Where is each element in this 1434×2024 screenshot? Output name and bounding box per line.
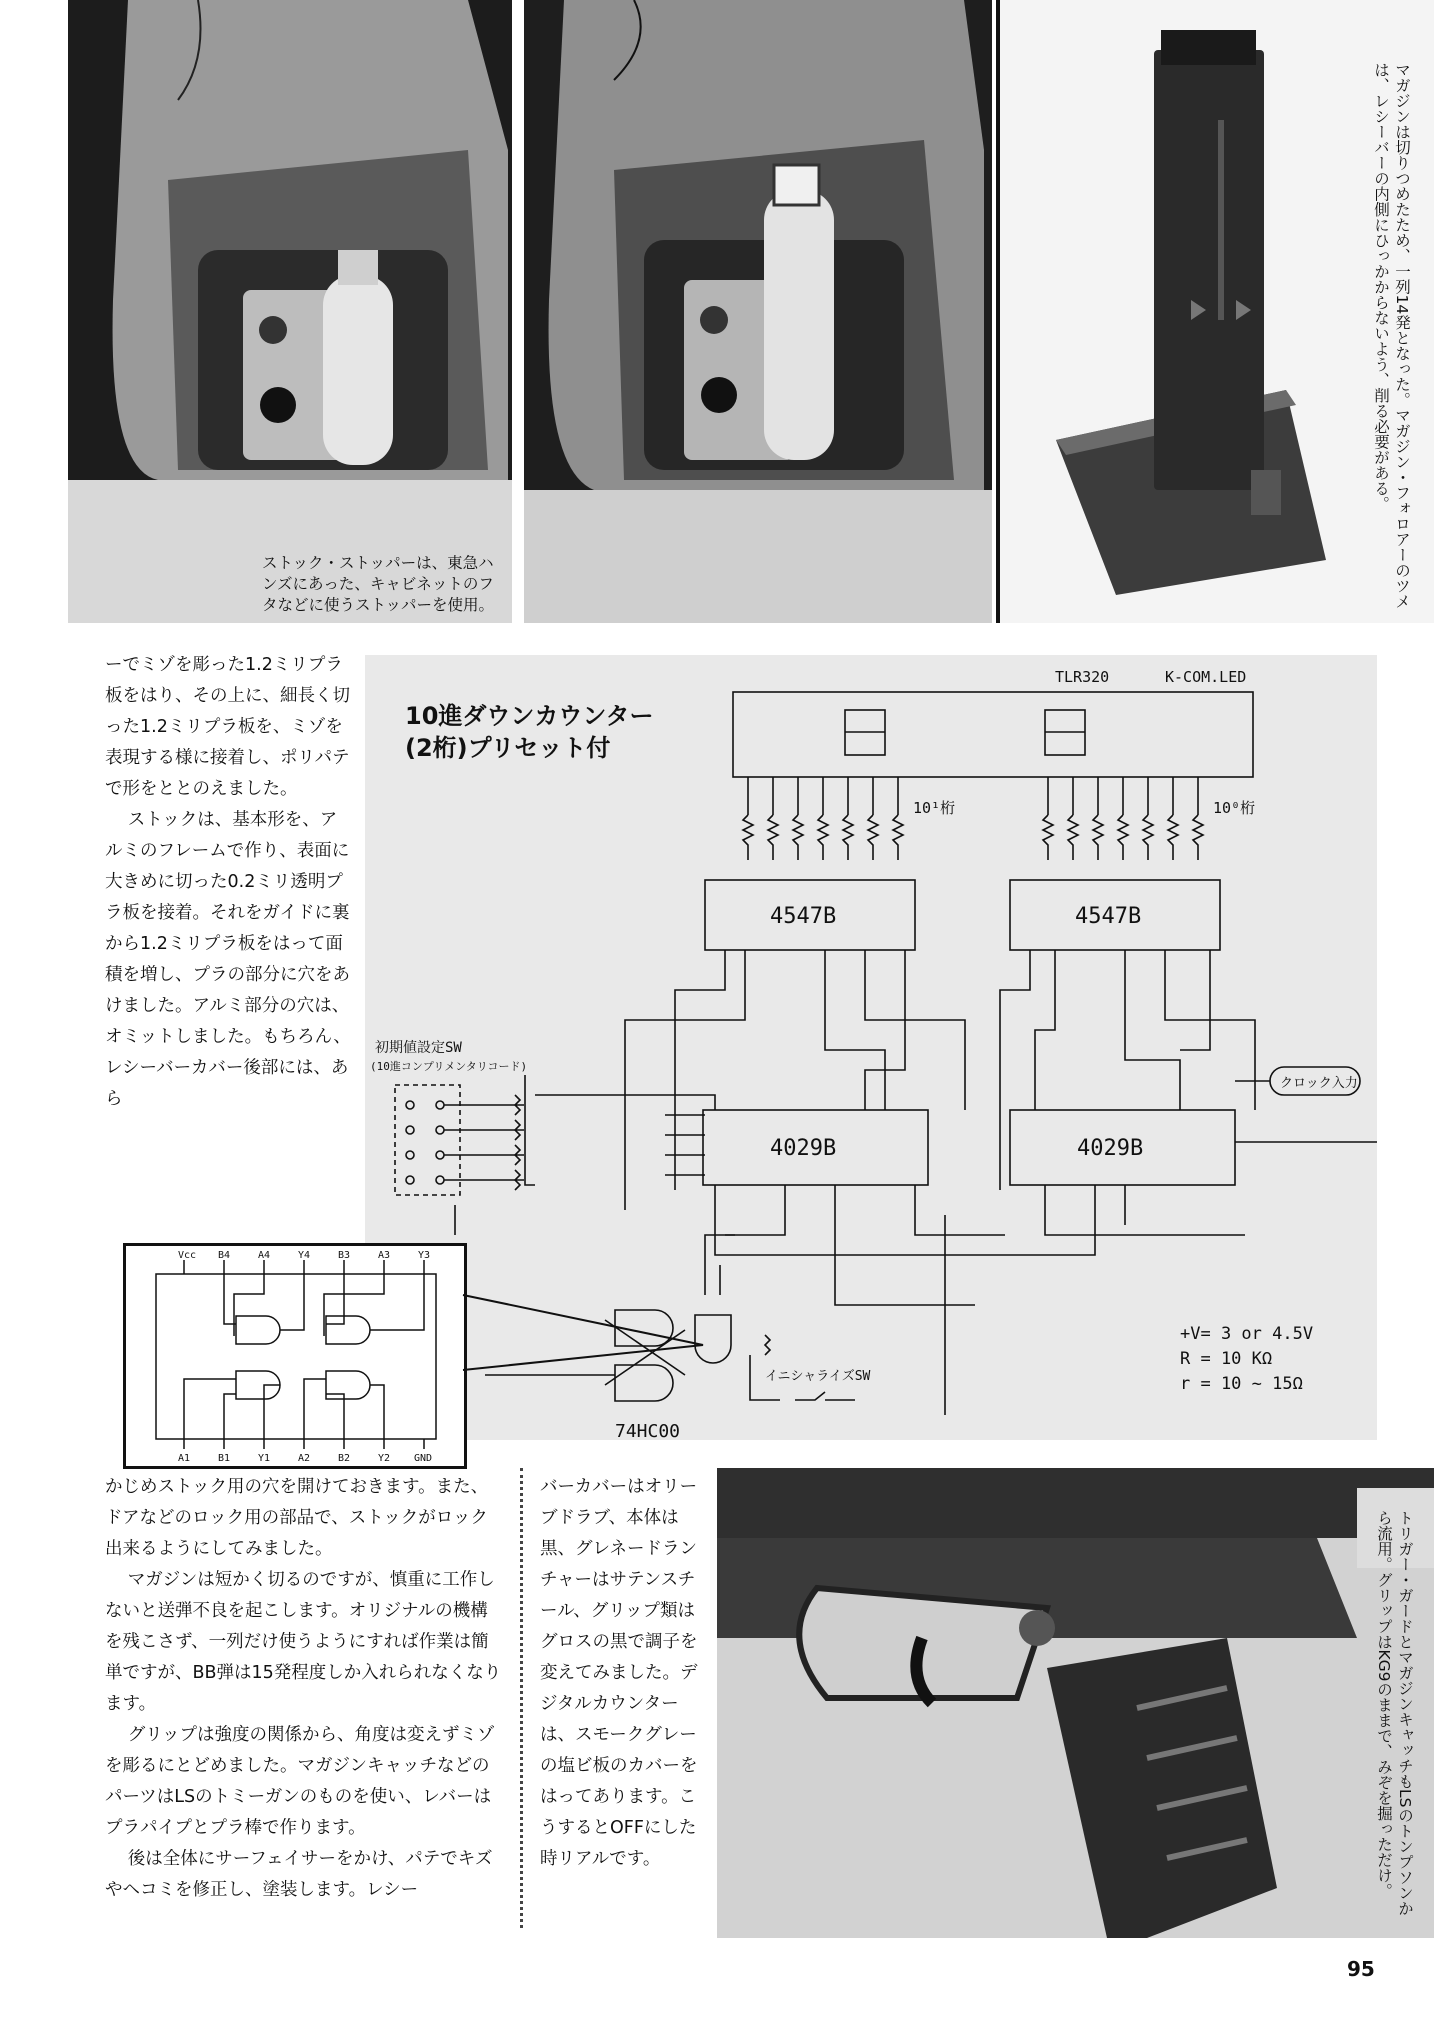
pin-label-b3: B3 [338, 1250, 351, 1261]
pin-label-a1: A1 [178, 1453, 191, 1464]
article-column-2 [105, 1472, 505, 1906]
paragraph-4: マガジンは短かく切るのですが、慎重に工作しないと送弾不良を起こします。オリジナルの機構を残こさず、一列だけ使うようにすれば作業は簡単ですが、BB弾は15発程度しか入れられなくなります。 [105, 1570, 502, 1714]
decoder-chip-tens-label: 4547B [1075, 904, 1142, 929]
photo-magazine [996, 0, 1434, 623]
photo-trigger-guard [717, 1468, 1434, 1938]
counter-chip-ones-label: 4029B [770, 1136, 837, 1161]
paragraph-2: ストックは、基本形を、アルミのフレームで作り、表面に大きめに切った0.2ミリ透明プラ板を接着。それをガイドに裏から1.2ミリプラ板をはって面積を増し、プラの部分に穴をあけました。アルミ部分の穴は、オミットしました。もちろん、レシーバーカバー後部には、あら [105, 810, 351, 1109]
pin-label-y3: Y3 [418, 1250, 431, 1261]
display-model-label: TLR320 [1055, 668, 1110, 686]
preset-switch-sublabel: (10進コンプリメンタリコード) [370, 1060, 528, 1073]
preset-switch-block [395, 1085, 460, 1195]
pin-label-a4: A4 [258, 1250, 271, 1261]
legend-resistor-r: r = 10 ~ 15Ω [1180, 1374, 1303, 1394]
pin-label-y2: Y2 [378, 1453, 391, 1464]
pin-label-b4: B4 [218, 1250, 231, 1261]
stock-stopper-image [68, 0, 512, 623]
pin-label-b1: B1 [218, 1453, 231, 1464]
stock-stopper-open-image [524, 0, 992, 623]
pin-label-vcc: Vcc [178, 1250, 197, 1261]
caption-magazine: マガジンは切りつめたため、一列14発となった。マガジン・フォロアーのツメは、レシーバーの内側にひっかからないよう、削る必要がある。 [1372, 62, 1411, 609]
counter-chip-tens-label: 4029B [1077, 1136, 1144, 1161]
page-number: 95 [1347, 1957, 1375, 1981]
paragraph-5: グリップは強度の関係から、角度は変えずミゾを彫るにとどめました。マガジンキャッチなどのパーツはLSのトミーガンのものを使い、レバーはプラパイプとプラ棒で作ります。 [105, 1725, 495, 1838]
init-switch-label: イニシャライズSW [765, 1369, 871, 1384]
pin-label-gnd: GND [414, 1453, 433, 1464]
paragraph-6: 後は全体にサーフェイサーをかけ、パテでキズやヘコミを修正し、塗装します。レシー [105, 1849, 493, 1900]
photo-stock-stopper-open [524, 0, 992, 623]
decoder-chip-ones-label: 4547B [770, 904, 837, 929]
paragraph-1: ーでミゾを彫った1.2ミリプラ板をはり、その上に、細長く切った1.2ミリプラ板を、ミゾを表現する様に接着し、ポリパテで形をととのえました。 [105, 655, 350, 799]
caption-trigger-guard: トリガー・ガードとマガジンキャッチもLSのトンプソンから流用。グリップはKG9のままで、みぞを掘っただけ。 [1375, 1510, 1414, 1916]
legend-resistor-R: R = 10 KΩ [1180, 1349, 1273, 1369]
article-column-3 [540, 1472, 702, 1875]
digit-label-ones: 10¹桁 [913, 799, 956, 817]
pin-label-a3: A3 [378, 1250, 391, 1261]
nand-chip-label: 74HC00 [615, 1421, 681, 1440]
digit-label-tens: 10⁰桁 [1213, 799, 1256, 817]
legend-voltage: +V= 3 or 4.5V [1180, 1324, 1314, 1344]
clock-input-label: クロック入力 [1280, 1076, 1358, 1091]
nand-pinout-schematic [126, 1246, 464, 1466]
diagram-legend [1180, 1322, 1313, 1397]
inset-callout-pointer [458, 1290, 718, 1400]
nand-pinout-inset [123, 1243, 467, 1469]
diagram-title-line-2: (2桁)プリセット付 [405, 734, 611, 762]
diagram-title [405, 700, 653, 764]
pin-label-b2: B2 [338, 1453, 351, 1464]
article-column-1 [105, 650, 352, 1115]
photo-stock-stopper-closed [68, 0, 512, 623]
column-divider [520, 1468, 523, 1928]
pin-label-a2: A2 [298, 1453, 311, 1464]
diagram-title-line-1: 10進ダウンカウンター [405, 702, 654, 730]
pin-label-y1: Y1 [258, 1453, 271, 1464]
display-type-label: K-COM.LED [1165, 668, 1247, 686]
paragraph-7: バーカバーはオリーブドラブ、本体は黒、グレネードランチャーはサテンスチール、グリップ類はグロスの黒で調子を変えてみました。デジタルカウンターは、スモークグレーの塩ビ板のカバーをはってあります。こうするとOFFにした時リアルです。 [540, 1477, 698, 1869]
paragraph-3: かじめストック用の穴を開けておきます。また、ドアなどのロック用の部品で、ストックがロック出来るようにしてみました。 [105, 1477, 489, 1559]
caption-stock-stopper: ストック・ストッパーは、東急ハンズにあった、キャビネットのフタなどに使うストッパーを使用。 [262, 554, 495, 614]
preset-switch-label: 初期値設定SW [375, 1040, 462, 1056]
led-display [733, 692, 1253, 777]
pin-label-y4: Y4 [298, 1250, 311, 1261]
